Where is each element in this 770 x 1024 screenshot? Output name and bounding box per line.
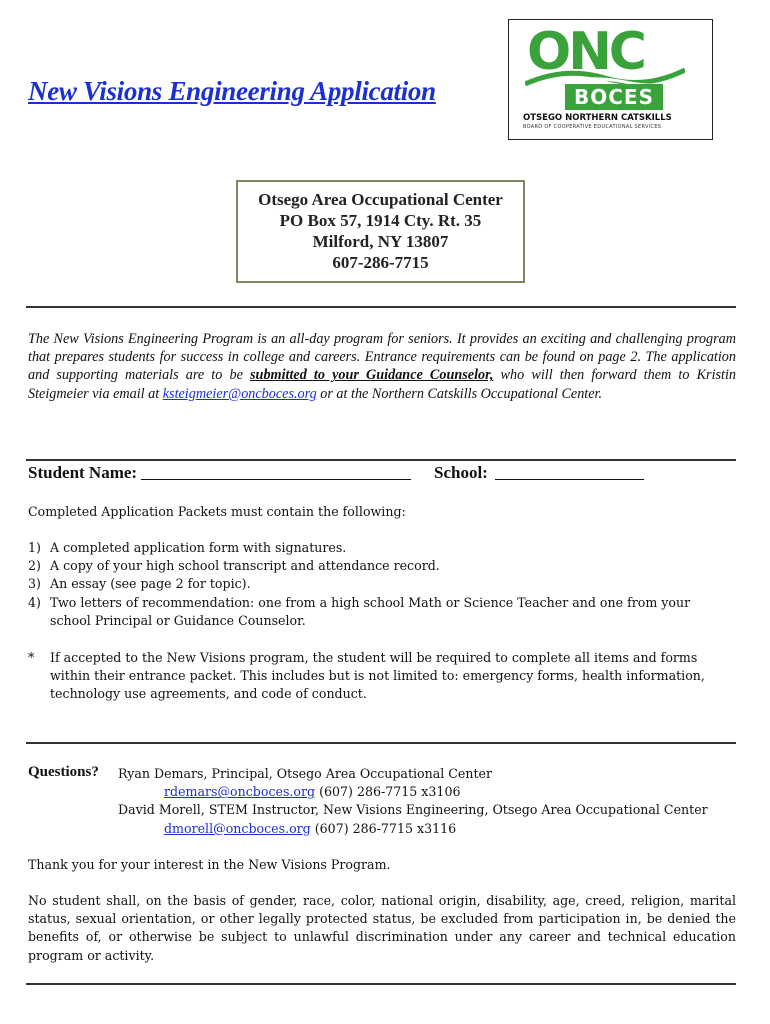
list-item <box>28 557 728 575</box>
logo-main-text: ONC <box>527 22 644 82</box>
list-number: 2) <box>28 558 41 574</box>
list-item <box>28 594 728 630</box>
list-item <box>28 575 728 593</box>
divider <box>26 459 736 461</box>
student-name-field[interactable] <box>141 479 411 480</box>
contact-1: Ryan Demars, Principal, Otsego Area Occupational Center <box>118 766 492 781</box>
list-text: A copy of your high school transcript and attendance record. <box>50 558 440 574</box>
list-number: 3) <box>28 576 41 592</box>
divider <box>26 306 736 308</box>
questions-label: Questions? <box>28 764 99 780</box>
logo-sub-text: BOCES <box>565 84 663 110</box>
city-state-zip: Milford, NY 13807 <box>312 232 449 251</box>
intro-emphasis: submitted to your Guidance Counselor, <box>250 367 494 384</box>
school-label: School: <box>434 463 488 482</box>
list-number: 1) <box>28 540 41 555</box>
logo-line-2: BOARD OF COOPERATIVE EDUCATIONAL SERVICES <box>523 124 662 130</box>
page-title: New Visions Engineering Application <box>28 76 436 106</box>
list-text: An essay (see page 2 for topic). <box>50 576 251 592</box>
note-asterisk: * <box>28 650 35 665</box>
list-number: 4) <box>28 594 41 610</box>
contacts <box>118 765 736 838</box>
contact-2: David Morell, STEM Instructor, New Visions Engineering, Otsego Area Occupational Center <box>118 802 708 818</box>
onc-boces-logo <box>508 19 713 140</box>
intro-text-1: The New Visions Engineering Program is an all-day program for seniors. It provides an exciting and challenging program that prepares students for success in college and careers. Entrance requirements can be found on page 2. The application and supporting materials are to be <box>28 331 736 384</box>
contact-2-info <box>118 820 736 838</box>
divider <box>26 983 736 985</box>
acceptance-note <box>28 649 736 704</box>
nondiscrimination-statement: No student shall, on the basis of gender, race, color, national origin, disability, age, creed, religion, marital status, sexual orientation, or other legally protected status, be excluded from participation in, be denied the benefits of, or otherwise be subject to unlawful discrimination under any career and technical education program or activity. <box>28 893 736 963</box>
list-text: A completed application form with signatures. <box>50 540 347 555</box>
thank-you: Thank you for your interest in the New Visions Program. <box>28 857 391 872</box>
note-text: If accepted to the New Visions program, the student will be required to complete all items and forms within their entrance packet. This includes but is not limited to: emergency forms, health information, technology use agreements, and code of conduct. <box>50 650 705 702</box>
email-link-demars[interactable]: rdemars@oncboces.org <box>164 784 316 800</box>
address-box <box>236 180 525 283</box>
phone-demars: (607) 286-7715 x3106 <box>315 784 461 800</box>
list-item <box>28 539 728 557</box>
intro-paragraph <box>28 330 736 403</box>
contact-1-info <box>118 783 736 801</box>
intro-text-3: or at the Northern Catskills Occupational Center. <box>316 385 603 402</box>
phone-number: 607-286-7715 <box>332 253 429 272</box>
po-box: PO Box 57, 1914 Cty. Rt. 35 <box>279 211 482 230</box>
packet-heading: Completed Application Packets must contain the following: <box>28 504 406 519</box>
list-text: Two letters of recommendation: one from a high school Math or Science Teacher and one from your school Principal or Guidance Counselor. <box>50 594 691 628</box>
school-field[interactable] <box>495 479 644 480</box>
email-link-morell[interactable]: dmorell@oncboces.org <box>164 820 311 836</box>
intro-text-2: who will then forward them to Kristin Steigmeier via email at <box>28 367 737 402</box>
divider <box>26 742 736 744</box>
student-name-label: Student Name: <box>28 463 138 482</box>
logo-line-1: OTSEGO NORTHERN CATSKILLS <box>523 113 672 123</box>
email-link-steigmeier[interactable]: ksteigmeier@oncboces.org <box>162 385 317 402</box>
center-name: Otsego Area Occupational Center <box>258 190 503 209</box>
phone-morell: (607) 286-7715 x3116 <box>310 820 457 836</box>
requirements-list <box>28 539 728 630</box>
